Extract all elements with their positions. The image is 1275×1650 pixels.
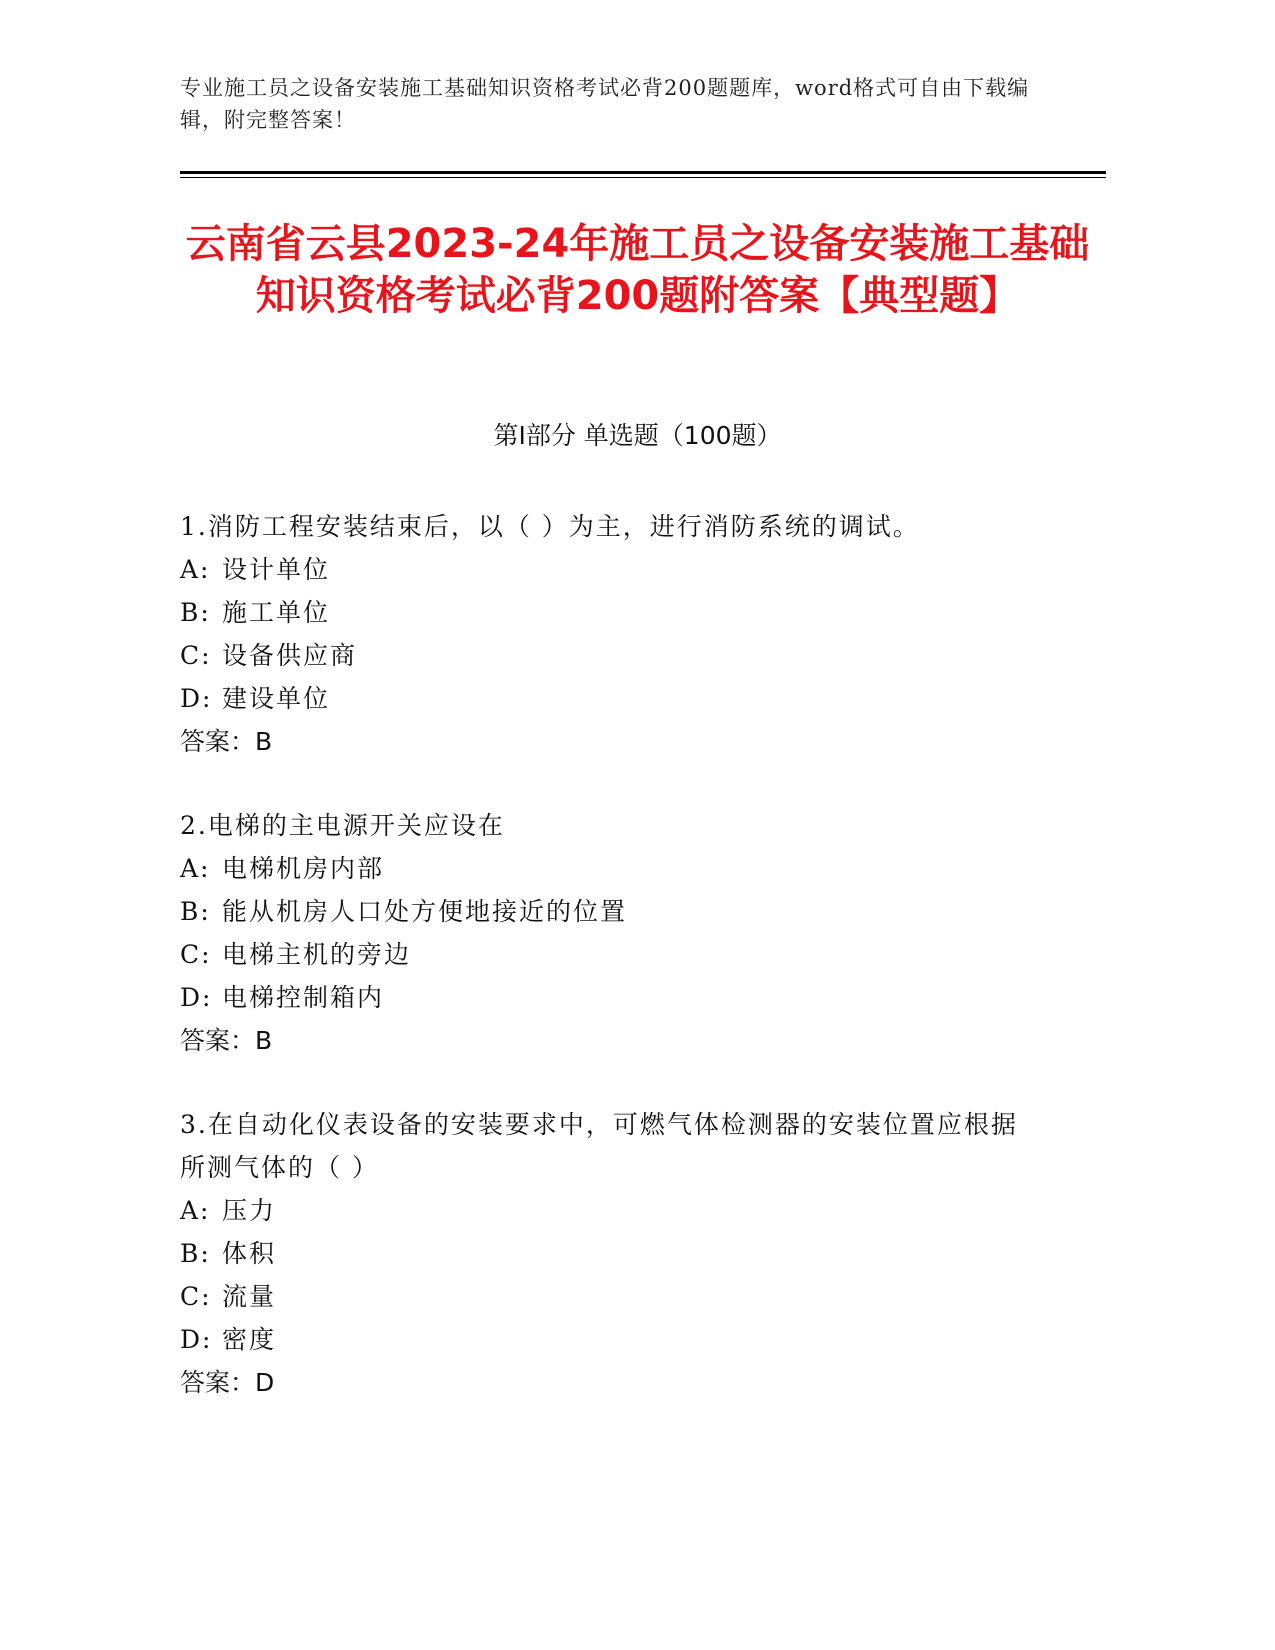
answer-label: 答案： xyxy=(180,727,256,756)
question-stem: 1.消防工程安装结束后，以（ ）为主，进行消防系统的调试。 xyxy=(180,512,920,541)
option-d xyxy=(180,677,1040,720)
option-text: 密度 xyxy=(222,1325,277,1354)
option-text: 电梯主机的旁边 xyxy=(222,940,412,969)
option-letter: B: xyxy=(180,598,211,627)
option-letter: D: xyxy=(180,983,213,1012)
option-c xyxy=(180,1275,1040,1318)
option-letter: B: xyxy=(180,1239,211,1268)
document-title: 云南省云县2023-24年施工员之设备安装施工基础知识资格考试必背200题附答案【典型题】 xyxy=(185,221,1090,319)
header-rule-thick xyxy=(180,171,1106,174)
question-3 xyxy=(180,1103,1040,1405)
option-b xyxy=(180,591,1040,634)
option-b xyxy=(180,890,1040,933)
option-text: 流量 xyxy=(222,1282,277,1311)
option-text: 建设单位 xyxy=(222,684,331,713)
header-note: 专业施工员之设备安装施工基础知识资格考试必背200题题库，word格式可自由下载编辑，附完整答案！ xyxy=(180,76,1030,132)
option-a xyxy=(180,548,1040,591)
answer-value: D xyxy=(255,1368,275,1397)
option-text: 设备供应商 xyxy=(222,641,358,670)
question-stem: 3.在自动化仪表设备的安装要求中，可燃气体检测器的安装位置应根据所测气体的（ ） xyxy=(180,1110,1018,1182)
question-list xyxy=(180,505,1040,1445)
option-letter: D: xyxy=(180,684,213,713)
answer-label: 答案： xyxy=(180,1026,256,1055)
option-letter: D: xyxy=(180,1325,213,1354)
option-letter: B: xyxy=(180,897,211,926)
option-d xyxy=(180,1318,1040,1361)
option-a xyxy=(180,1189,1040,1232)
option-letter: A: xyxy=(180,555,211,584)
option-text: 电梯机房内部 xyxy=(222,854,385,883)
option-letter: C: xyxy=(180,641,212,670)
option-b xyxy=(180,1232,1040,1275)
answer-value: B xyxy=(255,727,273,756)
question-2 xyxy=(180,804,1040,1063)
answer-line xyxy=(180,720,1040,764)
question-stem: 2.电梯的主电源开关应设在 xyxy=(180,811,505,840)
answer-line xyxy=(180,1361,1040,1405)
option-c xyxy=(180,634,1040,677)
header-rule-thin xyxy=(180,177,1106,178)
option-text: 压力 xyxy=(222,1196,277,1225)
option-d xyxy=(180,976,1040,1019)
option-letter: C: xyxy=(180,1282,212,1311)
option-c xyxy=(180,933,1040,976)
answer-value: B xyxy=(255,1026,273,1055)
option-text: 设计单位 xyxy=(222,555,331,584)
option-letter: A: xyxy=(180,854,211,883)
option-text: 体积 xyxy=(222,1239,277,1268)
answer-label: 答案： xyxy=(180,1368,256,1397)
question-1 xyxy=(180,505,1040,764)
option-text: 能从机房人口处方便地接近的位置 xyxy=(222,897,628,926)
option-text: 电梯控制箱内 xyxy=(222,983,385,1012)
option-text: 施工单位 xyxy=(222,598,331,627)
section-heading: 第I部分 单选题（100题） xyxy=(493,421,782,450)
option-a xyxy=(180,847,1040,890)
option-letter: A: xyxy=(180,1196,211,1225)
option-letter: C: xyxy=(180,940,212,969)
answer-line xyxy=(180,1019,1040,1063)
